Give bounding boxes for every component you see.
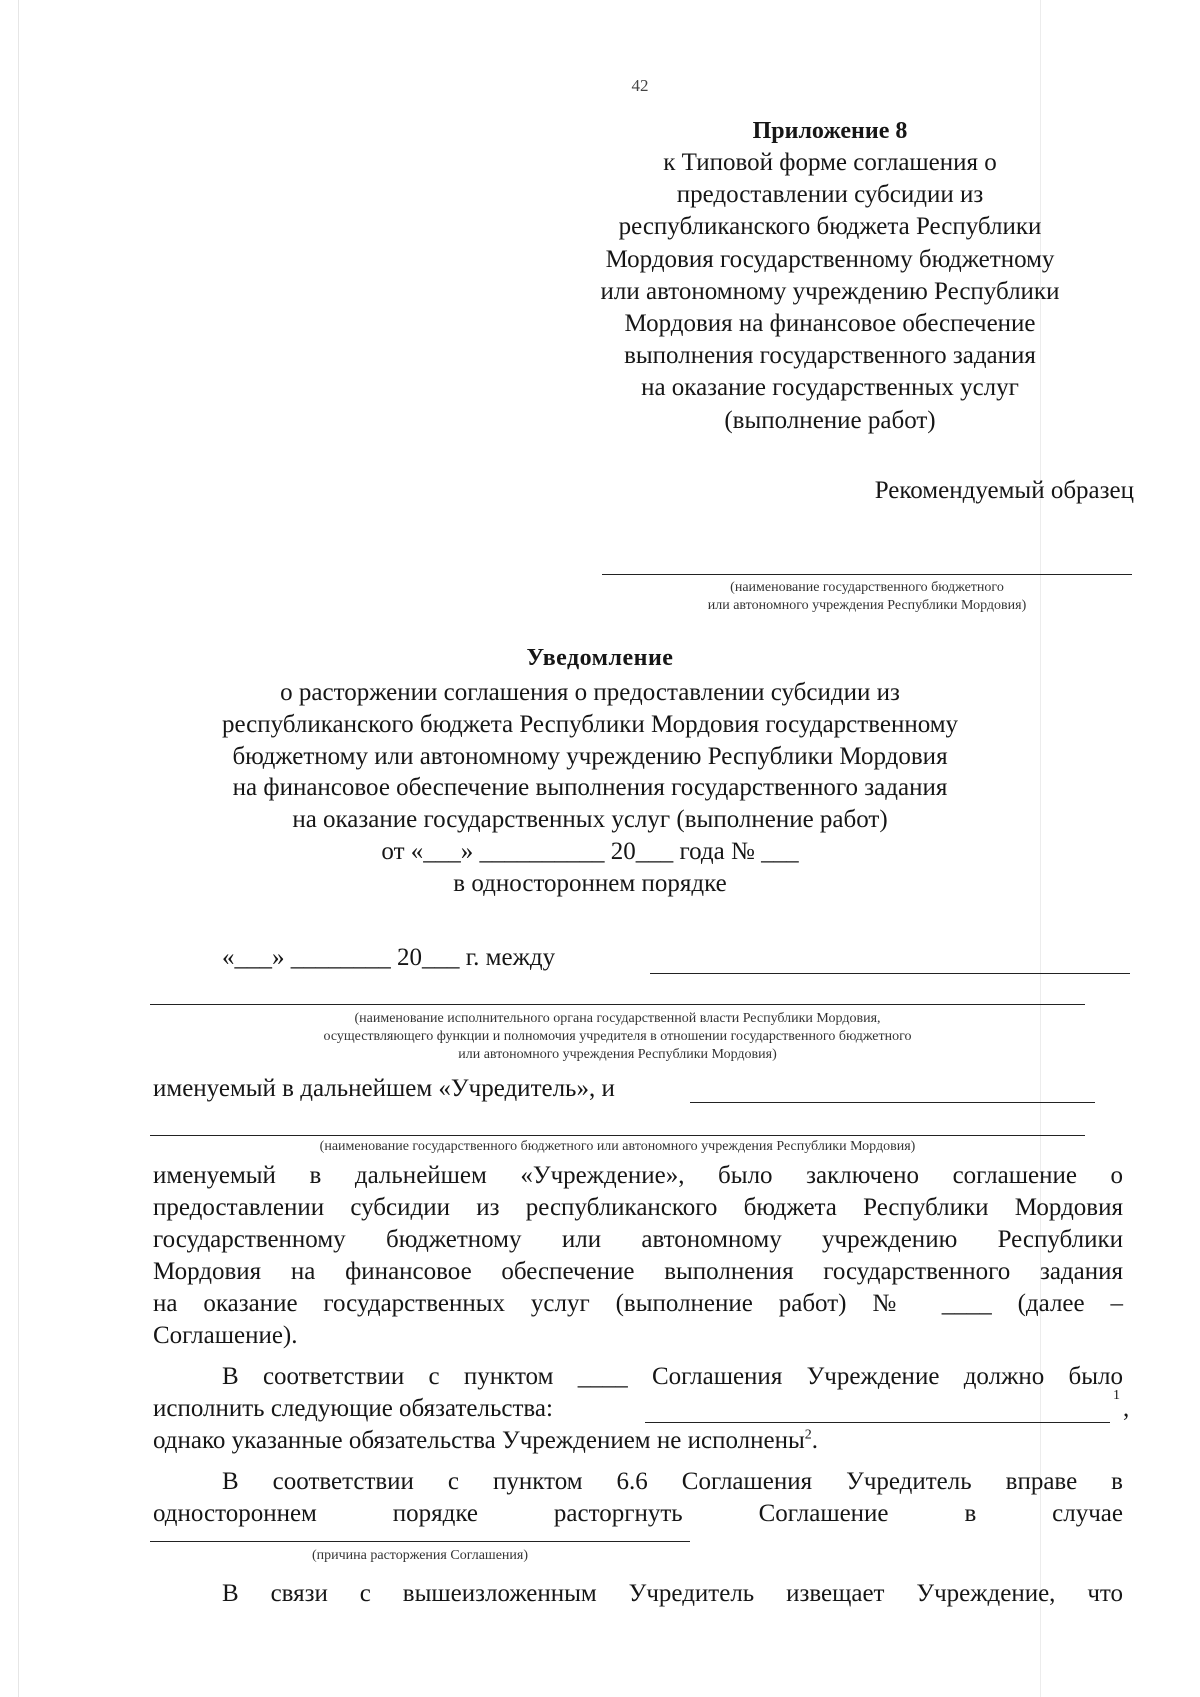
notice-line: на оказание государственных услуг (выполнение работ): [292, 806, 888, 834]
appendix-line: на оказание государственных услуг: [641, 374, 1019, 402]
appendix-line: выполнения государственного задания: [624, 342, 1036, 370]
comma: ,: [1123, 1395, 1130, 1422]
founder-named-text: именуемый в дальнейшем «Учредитель», и: [153, 1075, 615, 1102]
appendix-subtitle: [540, 147, 1120, 437]
paragraph-line: В соответствии с пунктом ____ Соглашения Учреждение должно было: [222, 1363, 1123, 1390]
notice-line: на финансовое обеспечение выполнения государственного задания: [232, 774, 948, 802]
appendix-title: Приложение 8: [752, 118, 908, 144]
paragraph-line: Мордовия на финансовое обеспечение выполнения государственного задания: [153, 1258, 1123, 1285]
paragraph-line: В связи с вышеизложенным Учредитель извещает Учреждение, что: [222, 1580, 1123, 1607]
appendix-line: Мордовия государственному бюджетному: [605, 245, 1055, 273]
founder-name-caption: [150, 1010, 1085, 1064]
institution-name-blank[interactable]: [602, 574, 1132, 575]
paragraph-line: В соответствии с пунктом 6.6 Соглашения Учредитель вправе в: [222, 1468, 1123, 1495]
paragraph-line: на оказание государственных услуг (выполнение работ) № ____ (далее –: [153, 1290, 1123, 1317]
founder-name-blank[interactable]: [650, 973, 1130, 974]
obligations-blank[interactable]: [645, 1422, 1110, 1423]
paragraph-line: [153, 1427, 818, 1455]
paragraph-text: однако указанные обязательства Учреждением не исполнены: [153, 1427, 805, 1454]
appendix-line: (выполнение работ): [724, 406, 936, 434]
notice-date-line: от «___» __________ 20___ года № ___: [381, 837, 799, 865]
paragraph-line: Соглашение).: [153, 1322, 298, 1349]
paragraph-line: именуемый в дальнейшем «Учреждение», было заключено соглашение о: [153, 1162, 1123, 1189]
paragraph-line: одностороннем порядке расторгнуть Соглашение в случае: [153, 1500, 1123, 1527]
notice-line: бюджетному или автономному учреждению Республики Мордовия: [232, 742, 948, 770]
appendix-line: к Типовой форме соглашения о: [663, 149, 997, 176]
reason-blank[interactable]: [150, 1541, 690, 1542]
institution-name-caption: [602, 579, 1132, 615]
footnote-marker: 1: [1113, 1388, 1120, 1403]
sample-label: Рекомендуемый образец: [874, 477, 1134, 504]
paragraph-line: государственному бюджетному или автономному учреждению Республики: [153, 1226, 1123, 1253]
caption-line: или автономного учреждения Республики Мордовия): [707, 598, 1027, 613]
appendix-line: или автономному учреждению Республики: [600, 277, 1060, 305]
notice-subtitle: [110, 677, 1070, 900]
appendix-line: предоставлении субсидии из: [676, 181, 984, 209]
footnote-marker: 2: [804, 1427, 812, 1443]
notice-title: Уведомление: [526, 645, 674, 671]
caption-line: (наименование исполнительного органа государственной власти Республики Мордовия,: [354, 1011, 881, 1026]
page-number: 42: [631, 76, 649, 95]
notice-line: республиканского бюджета Республики Мордовия государственному: [221, 710, 959, 738]
founder-name-blank-2[interactable]: [150, 1004, 1085, 1005]
notice-line: о расторжении соглашения о предоставлении субсидии из: [280, 679, 900, 706]
institution-blank[interactable]: [690, 1102, 1095, 1103]
institution-caption: (наименование государственного бюджетного или автономного учреждения Республики Мордовия): [319, 1139, 916, 1154]
caption-line: или автономного учреждения Республики Мордовия): [458, 1047, 777, 1062]
paragraph-line: исполнить следующие обязательства:: [153, 1395, 553, 1422]
paragraph-line: предоставлении субсидии из республиканского бюджета Республики Мордовия: [153, 1194, 1123, 1221]
scan-edge-left: [18, 0, 19, 1697]
period: .: [811, 1427, 819, 1454]
agreement-date-line: «___» ________ 20___ г. между: [222, 944, 556, 971]
appendix-line: Мордовия на финансовое обеспечение: [624, 310, 1036, 338]
caption-line: (наименование государственного бюджетного: [730, 580, 1004, 595]
appendix-line: республиканского бюджета Республики: [618, 213, 1042, 241]
institution-blank-2[interactable]: [150, 1135, 1085, 1136]
notice-line: в одностороннем порядке: [453, 869, 727, 897]
caption-line: осуществляющего функции и полномочия учредителя в отношении государственного бюджетного: [323, 1029, 912, 1044]
reason-caption: (причина расторжения Соглашения): [311, 1548, 529, 1563]
